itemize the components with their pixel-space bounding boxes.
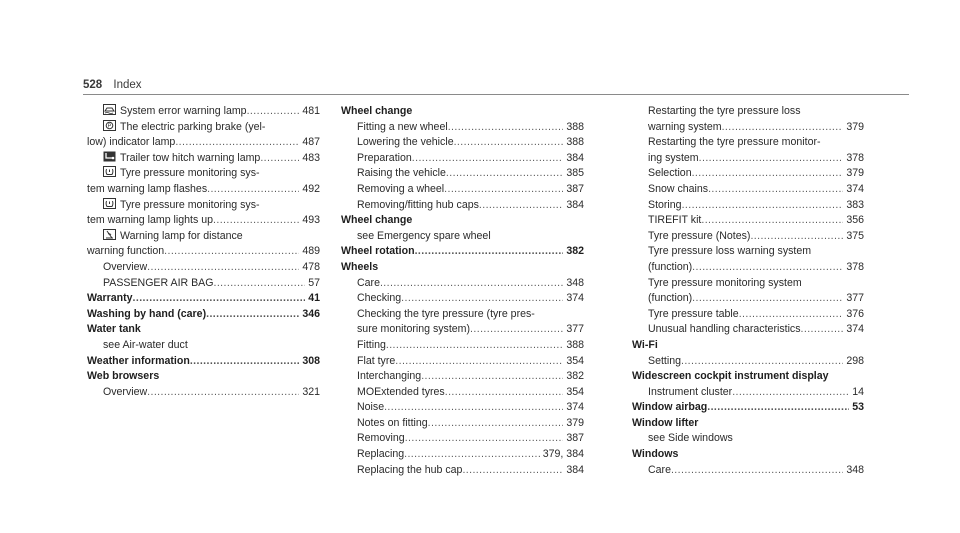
index-entry[interactable]: Interchanging ..... 382 — [341, 369, 584, 385]
index-entry[interactable]: tem warning lamp lights up ..... 493 — [87, 213, 320, 229]
distance-warning-icon — [103, 229, 116, 240]
index-entry[interactable]: sure monitoring system) ..... 377 — [341, 322, 584, 338]
index-entry[interactable]: Trailer tow hitch warning lamp ..... 483 — [87, 151, 320, 167]
index-entry-line: P The electric parking brake (yel- — [87, 120, 320, 136]
index-heading[interactable]: Weather information ..... 308 — [87, 354, 320, 370]
index-entry[interactable]: Overview ..... 478 — [87, 260, 320, 276]
index-entry-line: Checking the tyre pressure (tyre pres- — [357, 307, 535, 320]
index-entry-line: Restarting the tyre pressure loss — [648, 105, 801, 117]
trailer-hitch-icon — [103, 151, 116, 162]
index-entry[interactable]: Replacing the hub cap ..... 384 — [341, 463, 584, 479]
index-entry-line: Tyre pressure monitoring sys- — [87, 166, 320, 182]
index-entry[interactable]: System error warning lamp ..... 481 — [87, 104, 320, 120]
index-entry[interactable]: Removing ..... 387 — [341, 431, 584, 447]
tyre-pressure-icon — [103, 198, 116, 209]
index-entry[interactable]: (function) ..... 377 — [632, 291, 864, 307]
index-entry[interactable]: Raising the vehicle ..... 385 — [341, 166, 584, 182]
index-entry[interactable]: Selection ..... 379 — [632, 166, 864, 182]
index-heading: Web browsers — [87, 370, 160, 383]
index-entry[interactable]: Replacing ..... 379, 384 — [341, 447, 584, 463]
index-entry[interactable]: Fitting ..... 388 — [341, 338, 584, 354]
index-entry-line: Warning lamp for distance — [87, 229, 320, 245]
tyre-pressure-icon — [103, 166, 116, 177]
index-entry[interactable]: tem warning lamp flashes ..... 492 — [87, 182, 320, 198]
header-divider — [83, 94, 909, 95]
index-entry[interactable]: Storing ..... 383 — [632, 198, 864, 214]
index-entry[interactable]: ing system ..... 378 — [632, 151, 864, 167]
index-entry[interactable]: Care ..... 348 — [632, 463, 864, 479]
index-reference[interactable]: see Emergency spare wheel — [357, 229, 491, 242]
page-title: Index — [113, 79, 142, 91]
index-entry[interactable]: Overview ..... 321 — [87, 385, 320, 401]
index-heading: Wheel change — [341, 214, 413, 227]
index-entry-line: Restarting the tyre pressure monitor- — [648, 136, 821, 149]
index-heading[interactable]: Window airbag ..... 53 — [632, 400, 864, 416]
index-heading[interactable]: Wheel rotation ..... 382 — [341, 244, 584, 260]
index-entry[interactable]: Notes on fitting ..... 379 — [341, 416, 584, 432]
index-heading: Window lifter — [632, 416, 699, 429]
index-entry[interactable]: Setting ..... 298 — [632, 354, 864, 370]
index-entry[interactable]: Care ..... 348 — [341, 276, 584, 292]
page-header — [83, 79, 142, 91]
index-entry[interactable]: TIREFIT kit ..... 356 — [632, 213, 864, 229]
index-entry-line: Tyre pressure loss warning system — [648, 245, 812, 258]
index-entry[interactable]: Checking ..... 374 — [341, 291, 584, 307]
index-column-1 — [87, 104, 320, 400]
index-entry[interactable]: Fitting a new wheel ..... 388 — [341, 120, 584, 136]
index-entry[interactable]: Noise ..... 374 — [341, 400, 584, 416]
index-heading: Water tank — [87, 323, 141, 336]
index-entry[interactable]: Flat tyre ..... 354 — [341, 354, 584, 370]
index-entry[interactable]: Lowering the vehicle ..... 388 — [341, 135, 584, 151]
index-entry[interactable]: Unusual handling characteristics ..... 374 — [632, 322, 864, 338]
index-column-2 — [341, 104, 584, 478]
index-heading: Windows — [632, 448, 679, 461]
index-entry-line: Tyre pressure monitoring sys- — [87, 198, 320, 214]
index-entry[interactable]: Tyre pressure table ..... 376 — [632, 307, 864, 323]
index-heading[interactable]: Washing by hand (care) ..... 346 — [87, 307, 320, 323]
index-entry[interactable]: warning system ..... 379 — [632, 120, 864, 136]
index-heading: Widescreen cockpit instrument display — [632, 370, 829, 383]
index-entry[interactable]: Preparation ..... 384 — [341, 151, 584, 167]
index-reference[interactable]: see Side windows — [648, 432, 733, 445]
index-column-3 — [632, 104, 864, 478]
index-entry[interactable]: (function) ..... 378 — [632, 260, 864, 276]
index-reference[interactable]: see Air-water duct — [103, 338, 188, 351]
index-entry[interactable]: low) indicator lamp ..... 487 — [87, 135, 320, 151]
svg-text:P: P — [107, 123, 112, 130]
car-skid-icon — [103, 104, 116, 115]
index-entry[interactable]: PASSENGER AIR BAG ..... 57 — [87, 276, 320, 292]
index-entry[interactable]: Removing a wheel ..... 387 — [341, 182, 584, 198]
index-heading[interactable]: Warranty ..... 41 — [87, 291, 320, 307]
index-entry-line: Tyre pressure monitoring system — [648, 276, 802, 289]
index-entry[interactable]: Removing/fitting hub caps ..... 384 — [341, 198, 584, 214]
index-entry[interactable]: Snow chains ..... 374 — [632, 182, 864, 198]
index-entry[interactable]: warning function ..... 489 — [87, 244, 320, 260]
index-heading: Wheels — [341, 260, 379, 273]
index-entry[interactable]: MOExtended tyres ..... 354 — [341, 385, 584, 401]
index-entry[interactable]: Tyre pressure (Notes) ..... 375 — [632, 229, 864, 245]
index-heading: Wheel change — [341, 105, 413, 117]
index-entry[interactable]: Instrument cluster ..... 14 — [632, 385, 864, 401]
parking-brake-icon — [103, 120, 116, 131]
index-heading: Wi-Fi — [632, 338, 658, 351]
page-number: 528 — [83, 79, 103, 91]
